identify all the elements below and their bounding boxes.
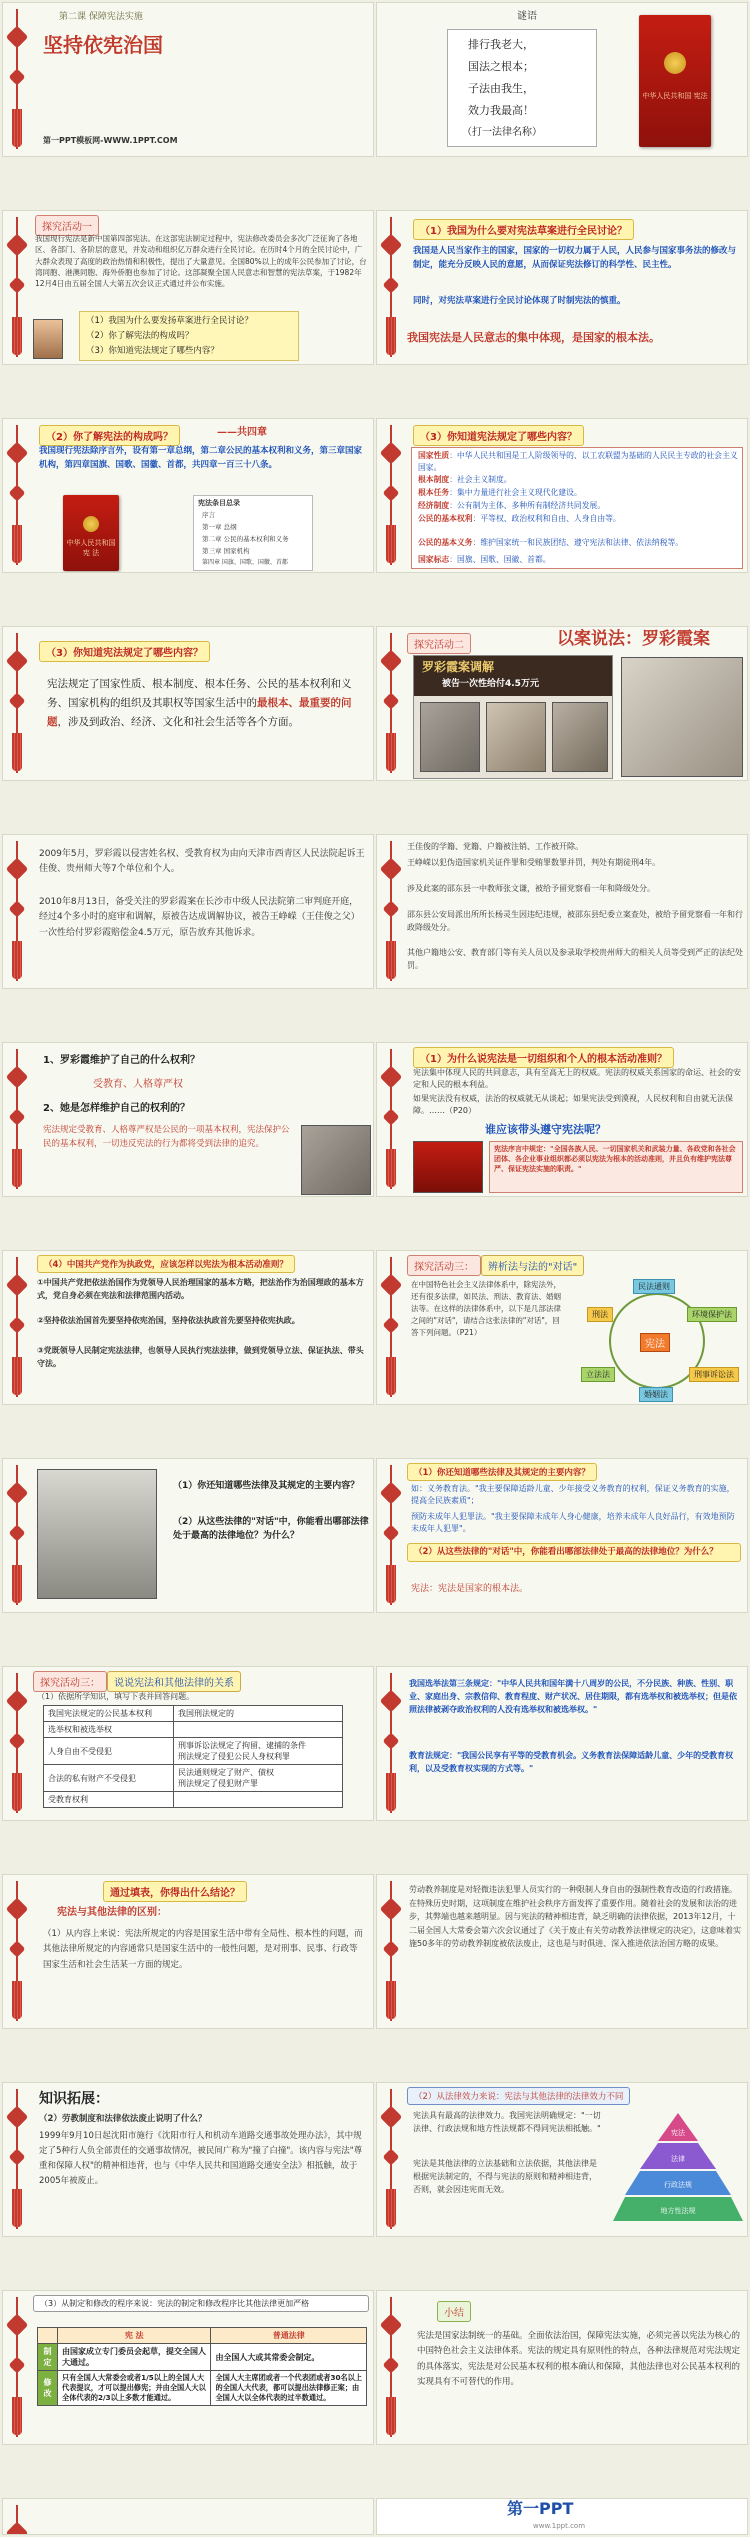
riddle-line: 国法之根本；	[468, 60, 534, 73]
content-item: 根本任务：集中力量进行社会主义现代化建设。	[418, 488, 582, 497]
pyramid-label: 宪法	[671, 2129, 685, 2137]
ornament	[381, 633, 401, 773]
slide-end-left	[2, 2498, 374, 2535]
constitution-book	[63, 495, 119, 571]
slide-content-difference	[2, 1874, 374, 2029]
slide-case-result	[376, 834, 748, 989]
case-question: 2、她是怎样维护自己的权利的？	[43, 1103, 190, 1114]
law-node: 婚姻法	[639, 1387, 673, 1402]
question-tag: （3）你知道宪法规定了哪些内容？	[39, 641, 210, 662]
question-tag: （4）中国共产党作为执政党，应该怎样以宪法为根本活动准则？	[37, 1255, 295, 1273]
ornament	[381, 1049, 401, 1189]
slide-content-list	[376, 418, 748, 573]
law-node: 环境保护法	[687, 1307, 737, 1322]
content-item: 根本制度：社会主义制度。	[418, 475, 512, 484]
news-photo	[552, 702, 608, 772]
ornament	[7, 1049, 27, 1189]
law-node: 刑事诉讼法	[689, 1367, 739, 1382]
meeting-photo	[413, 1141, 483, 1193]
question-tag: （3）从制定和修改的程序来说：宪法的制定和修改程序比其他法律更加严格	[33, 2295, 369, 2312]
slide-activity-1	[2, 210, 374, 365]
news-photo	[621, 657, 743, 777]
question-2: （2）你了解宪法的构成吗？	[86, 331, 194, 341]
question-tag: （1）为什么说宪法是一切组织和个人的根本活动准则？	[413, 1047, 674, 1068]
student-figure	[33, 319, 63, 359]
table-cell: 由国家成立专门委员会起草，提交全国人大通过。	[58, 2344, 211, 2371]
slide-riddle	[376, 2, 748, 157]
content-summary: 宪法规定了国家性质、根本制度、根本任务、公民的基本权利和义务、国家机构的组织及其职权等国家生活中的最根本、最重要的问题，涉及到政治、经济、文化和社会生活等各个方面。	[47, 678, 352, 728]
ornament	[7, 1673, 27, 1813]
riddle-line: 效力我最高！	[468, 104, 534, 117]
table-cell	[174, 1722, 343, 1738]
law-pyramid	[613, 2113, 743, 2223]
activity-body: 我国现行宪法是新中国第四部宪法。在这部宪法制定过程中，宪法修改委员会多次广泛征询了各地区、各部门、各阶层的意见，并发动和组织亿万群众进行全民讨论。在历时4个月的全民讨论中，广大群众表现了高度的政治热情和积极性，提出了大量意见。全国80%以上的成年公民参加了讨论，台湾同胞、港澳同胞、海外侨胞也参加了讨论。这部凝聚全国人民意志和智慧的宪法草案，于1982年12月4日由五届全国人大第五次会议正式通过并公布实施。	[35, 234, 367, 288]
site-label: 第一PPT模板网-WWW.1PPT.COM	[43, 136, 178, 145]
ornament	[381, 2297, 401, 2437]
conclusion: 我国宪法是人民意志的集中体现，是国家的根本法。	[407, 331, 660, 344]
knowledge-title: 知识拓展：	[39, 2091, 109, 2107]
activity-tag: 探究活动二	[407, 633, 471, 654]
answer-paragraph: 我国是人民当家作主的国家，国家的一切权力属于人民，人民参与国家事务法的修改与制定，能充分反映人民的意愿，从而保证宪法修订的科学性、民主性。	[413, 246, 737, 270]
case-answer: 宪法规定受教育、人格尊严权是公民的一项基本权利，宪法保护公民的基本权利，一切违反宪法的行为都将受到法律的追究。	[43, 1125, 290, 1150]
question-tag: （2）从这些法律的"对话"中，你能看出哪部法律处于最高的法律地位？为什么？	[407, 1543, 741, 1562]
education-law-quote: 教育法规定："我国公民享有平等的受教育机会。义务教育法保障适龄儿童、少年的受教育权利，以及受教育权实现的方式等。"	[409, 1751, 734, 1774]
table-cell: 只有全国人大常委会或者1/5以上的全国人大代表提议，才可以提出修宪；并由全国人大以全体代表的2/3以上多数才能通过。	[58, 2371, 211, 2406]
summary-tag: 小结	[437, 2301, 471, 2322]
table-cell: 全国人大主席团或者一个代表团或者30名以上的全国人大代表，都可以提出法律修正案；由全国人大以全体代表的过半数通过。	[211, 2371, 367, 2406]
authority-paragraph: 宪法集中体现人民的共同意志，具有至高无上的权威。宪法的权威关系国家的命运、社会的安定和人民的根本利益。	[413, 1068, 741, 1090]
result-item: 其他户籍地公安、教育部门等有关人员以及参录取学校贵州师大的相关人员等受到严正的法纪处罚。	[407, 948, 743, 970]
news-clipping	[413, 655, 613, 779]
case-paragraph: 2010年8月13日，备受关注的罗彩霞案在长沙市中级人民法院第二审判庭开庭，经过4个多小时的庭审和调解，原被告达成调解协议，被告王峥嵘（王佳俊之父）一次性给付罗彩霞赔偿金4.5万元，原告放弃其他诉求。	[39, 897, 360, 938]
content-item: 国家性质：中华人民共和国是工人阶级领导的、以工农联盟为基础的人民民主专政的社会主义国家。	[418, 451, 738, 472]
law-example: 如：义务教育法。"我主要保障适龄儿童、少年接受义务教育的权利，保证义务教育的实施，提高全民族素质"；	[411, 1484, 735, 1506]
question-1: （1）我国为什么要发扬草案进行全民讨论？	[86, 316, 253, 326]
ornament	[7, 425, 27, 565]
slide-party-rule	[2, 1250, 374, 1405]
book-title: 中华人民共和国 宪法	[642, 91, 708, 100]
law-node: 民法通则	[633, 1279, 675, 1294]
page-title: 坚持依宪治国	[43, 33, 163, 57]
slide-credit	[376, 2498, 748, 2535]
ornament	[381, 1257, 401, 1397]
activity-tag: 探究活动三：	[33, 1671, 107, 1692]
question-tag: （3）你知道宪法规定了哪些内容？	[413, 425, 584, 446]
slide-legal-effect	[376, 2082, 748, 2237]
students-photo	[37, 1469, 157, 1599]
logo-url: www.1ppt.com	[533, 2522, 586, 2530]
question-3: （3）你知道宪法规定了哪些内容？	[86, 346, 219, 356]
table-cell: 民法通则规定了财产、债权 刑法规定了侵犯财产罪	[174, 1765, 343, 1792]
ornament	[381, 841, 401, 981]
content-list	[411, 447, 743, 569]
law-node: 立法法	[581, 1367, 615, 1382]
slide-summary	[376, 2290, 748, 2445]
ornament	[7, 1881, 27, 2021]
toc-item: 第三章 国家机构	[202, 547, 250, 555]
ornament	[381, 2089, 401, 2229]
toc-title: 宪法条目总录	[198, 499, 240, 507]
result-item: 王佳俊的学籍、党籍、户籍被注销、工作被开除。	[407, 842, 583, 851]
table-cell: 我国宪法规定的公民基本权利	[44, 1706, 174, 1722]
table-cell: 合法的私有财产不受侵犯	[44, 1765, 174, 1792]
ornament	[7, 633, 27, 773]
ornament	[381, 217, 401, 357]
table-cell: 人身自由不受侵犯	[44, 1738, 174, 1765]
dialogue-intro: 在中国特色社会主义法律体系中，除宪法外，还有很多法律，如民法、刑法、教育法、婚姻法等。在这样的法律体系中，以下是几部法律之间的"对话"，请结合这张法律的"对话"，回答下列问题。（P21）	[411, 1280, 561, 1337]
table-header: 宪 法	[58, 2328, 211, 2344]
ornament	[381, 425, 401, 565]
case-title: 以案说法：罗彩霞案	[557, 629, 710, 649]
ornament	[7, 2297, 27, 2437]
toc-panel	[193, 495, 313, 571]
table-cell: 刑事诉讼法规定了拘留、逮捕的条件 刑法规定了侵犯公民人身权利罪	[174, 1738, 343, 1765]
party-point: ①中国共产党把依法治国作为党领导人民治理国家的基本方略，把法治作为治国理政的基本方式，党自身必须在宪法和法律范围内活动。	[37, 1278, 364, 1300]
effect-paragraph: 宪法具有最高的法律效力。我国宪法明确规定："一切法律、行政法规和地方性法规都不得同宪法相抵触。"	[413, 2111, 601, 2134]
slide-procedure	[2, 2290, 374, 2445]
pyramid-label: 行政法规	[664, 2181, 692, 2189]
table-instruction: （1）依据所学知识，填写下表并回答问题。	[37, 1692, 195, 1701]
question-box	[79, 311, 299, 361]
slide-case-questions	[2, 1042, 374, 1197]
slide-election-law	[376, 1666, 748, 1821]
content-item: 公民的基本义务：维护国家统一和民族团结、遵守宪法和法律、依法纳税等。	[418, 538, 684, 547]
toc-item: 序言	[202, 511, 215, 519]
ornament	[381, 1673, 401, 1813]
ornament	[7, 2505, 27, 2535]
table-cell: 由全国人大或其常委会制定。	[211, 2344, 367, 2371]
election-law-quote: 我国选举法第三条规定："中华人民共和国年满十八周岁的公民，不分民族、种族、性别、职业、家庭出身、宗教信仰、教育程度、财产状况、居住期限，都有选举权和被选举权；但是依照法律被剥夺政治权利的人没有选举权和被选举权。"	[409, 1679, 737, 1715]
student-photo	[301, 1125, 371, 1195]
result-item: 邵东县公安局派出所所长杨灵生因违纪违规，被邵东县纪委立案查处，被给予留党察看一年和行政降级处分。	[407, 910, 743, 932]
question-tag: （1）你还知道哪些法律及其规定的主要内容？	[407, 1463, 597, 1481]
table-cell: 我国刑法规定的	[174, 1706, 343, 1722]
toc-item: 第二章 公民的基本权利和义务	[202, 535, 289, 543]
toc-item: 第一章 总纲	[202, 523, 237, 531]
row-label: 制定	[38, 2344, 58, 2371]
slide-law-questions	[2, 1458, 374, 1613]
slide-case-detail	[2, 834, 374, 989]
chapter-note: ——共四章	[217, 427, 267, 438]
table-cell: 受教育权利	[44, 1792, 174, 1808]
slide-knowledge-ext	[2, 2082, 374, 2237]
slide-title	[2, 2, 374, 157]
summary-body: 宪法是国家法制统一的基础。全面依法治国，保障宪法实施，必须完善以宪法为核心的中国特色社会主义法律体系。宪法的规定具有原则性的特点，各种法律规范对宪法规定的具体落实，宪法是对公民基本权利的根本确认和保障，其他法律也对公民基本权利的实现具有不可替代的作用。	[417, 2331, 741, 2387]
content-item: 经济制度：公有制为主体、多种所有制经济共同发展。	[418, 501, 606, 510]
activity-tag: 探究活动三：	[407, 1255, 481, 1276]
case-paragraph: 2009年5月，罗彩霞以侵害姓名权、受教育权为由向天津市西青区人民法院起诉王佳俊、贵州师大等7个单位和个人。	[39, 849, 365, 875]
law-answer: 宪法：宪法是国家的根本法。	[411, 1584, 529, 1594]
ornament	[7, 1257, 27, 1397]
ornament	[381, 1881, 401, 2021]
riddle-line: 子法由我生，	[468, 82, 534, 95]
content-item: 公民的基本权利：平等权、政治权利和自由、人身自由等。	[418, 514, 621, 523]
activity-subtag: 说说宪法和其他法律的关系	[107, 1671, 241, 1692]
difference-content: （1）从内容上来说：宪法所规定的内容是国家生活中带有全局性、根本性的问题，而其他法律所规定的内容通常只是国家生活中的一般性问题，是对刑事、民事、行政等国家生活和社会生活某一方面的规定。	[43, 1929, 363, 1970]
slide-law-answers	[376, 1458, 748, 1613]
toc-item: 第四章 国旗、国歌、国徽、首都	[202, 559, 288, 566]
result-item: 涉及此案的邵东县一中教师张文谦，被给予留党察看一年和降级处分。	[407, 884, 655, 893]
case-answer: 受教育、人格尊严权	[93, 1079, 183, 1090]
row-label: 修改	[38, 2371, 58, 2406]
slide-answer-1	[376, 210, 748, 365]
news-photo	[486, 702, 546, 772]
news-photo	[420, 702, 480, 772]
who-question: 谁应该带头遵守宪法呢？	[485, 1123, 606, 1136]
rights-table	[43, 1705, 343, 1808]
question-tag: 通过填表，你得出什么结论？	[103, 1881, 247, 1902]
authority-paragraph: 如果宪法没有权威，法治的权威就无从谈起；如果宪法受到漠视，人民权利和自由就无法保障。……（P20）	[413, 1094, 733, 1116]
slide-law-dialogue	[376, 1250, 748, 1405]
structure-body: 我国现行宪法除序言外，设有第一章总纲，第二章公民的基本权利和义务，第三章国家机构，第四章国旗、国歌、国徽、首都，共四章一百三十八条。	[39, 446, 363, 470]
pyramid-label: 法律	[671, 2155, 685, 2163]
slide-rights-table	[2, 1666, 374, 1821]
ornament	[7, 841, 27, 981]
result-item: 王峥嵘以犯伪造国家机关证件罪和受贿罪数罪并罚，判处有期徒刑4年。	[407, 858, 661, 867]
lesson-label: 第二课 保障宪法实施	[59, 12, 143, 22]
law-question: （1）你还知道哪些法律及其规定的主要内容？	[173, 1481, 360, 1491]
ornament	[7, 2089, 27, 2229]
party-point: ③党既领导人民制定宪法法律，也领导人民执行宪法法律，做到党领导立法、保证执法、带头守法。	[37, 1346, 364, 1368]
book-title: 中华人民共和国 宪 法	[66, 539, 116, 557]
law-node: 刑法	[587, 1307, 613, 1322]
table-cell	[174, 1792, 343, 1808]
preamble-quote: 宪法序言中规定："全国各族人民、一切国家机关和武装力量、各政党和各社会团体、各企业事业组织都必须以宪法为根本的活动准则，并且负有维护宪法尊严、保证宪法实施的职责。"	[489, 1141, 743, 1193]
news-subhead: 被告一次性给付4.5万元	[442, 679, 539, 689]
question-tag: （1）我国为什么要对宪法草案进行全民讨论？	[413, 219, 634, 240]
content-item: 国家标志：国旗、国歌、国徽、首都。	[418, 555, 551, 564]
answer-paragraph: 同时，对宪法草案进行全民讨论体现了时制宪法的慎重。	[413, 296, 626, 306]
slide-constitution-authority	[376, 1042, 748, 1197]
center-constitution: 宪法	[640, 1333, 670, 1352]
procedure-table	[37, 2327, 367, 2406]
difference-title: 宪法与其他法律的区别：	[57, 1907, 167, 1918]
slide-structure	[2, 418, 374, 573]
activity-tag: 探究活动一	[35, 215, 99, 236]
riddle-box	[447, 29, 597, 147]
riddle-label: 谜语	[517, 11, 537, 22]
activity-subtag: 辨析法与法的"对话"	[481, 1255, 584, 1276]
pyramid-label: 地方性法规	[660, 2207, 696, 2215]
slide-labor-reform	[376, 1874, 748, 2029]
case-question: 1、罗彩霞维护了自己的什么权利？	[43, 1055, 200, 1066]
knowledge-body: 1999年9月10日起沈阳市施行《沈阳市行人和机动车道路交通事故处理办法》，其中规定了5种行人负全部责任的交通事故情况，被民间广称为"撞了白撞"。该内容与宪法"尊重和保障人权"的精神相违背，也与《中华人民共和国道路交通安全法》相抵触，故于2005年被废止。	[39, 2131, 363, 2186]
ornament	[381, 1465, 401, 1605]
labor-reform-text: 劳动教养制度是对轻微违法犯罪人员实行的一种限制人身自由的强制性教育改造的行政措施。在特殊历史时期，这项制度在维护社会秩序方面发挥了重要作用。随着社会的发展和法治的进步，其弊端也越来越明显。因与宪法的精神相违背，缺乏明确的法律依据，2013年12月，十二届全国人大常委会第六次会议通过了《关于废止有关劳动教养法律规定的决定》，这意味着实施50多年的劳动教养制度被依法废止，这也是与时俱进、深入推进依法治国方略的成果。	[409, 1885, 741, 1949]
knowledge-question: （2）劳教制度和法律依法废止说明了什么？	[39, 2114, 207, 2124]
riddle-line: 排行我老大，	[468, 38, 534, 51]
table-header: 普通法律	[211, 2328, 367, 2344]
effect-paragraph: 宪法是其他法律的立法基础和立法依据，其他法律是根据宪法制定的，不得与宪法的原则和精神相违背，否则，就会因违宪而无效。	[413, 2159, 597, 2195]
law-example: 预防未成年人犯罪法。"我主要保障未成年人身心健康，培养未成年人良好品行，有效地预防未成年人犯罪"。	[411, 1512, 735, 1534]
law-question: （2）从这些法律的"对话"中，你能看出哪部法律处于最高的法律地位？为什么？	[173, 1517, 369, 1542]
slide-content-summary	[2, 626, 374, 781]
ornament	[7, 1465, 27, 1605]
ornament	[7, 9, 27, 149]
question-tag: （2）从法律效力来说：宪法与其他法律的法律效力不同	[407, 2087, 630, 2105]
riddle-line: （打一法律名称）	[462, 127, 542, 138]
table-cell: 选举权和被选举权	[44, 1722, 174, 1738]
logo-text: 第一PPT	[507, 2499, 574, 2518]
ornament	[7, 217, 27, 357]
slide-case	[376, 626, 748, 781]
party-point: ②坚持依法治国首先要坚持依宪治国，坚持依法执政首先要坚持依宪执政。	[37, 1316, 300, 1325]
constitution-book	[639, 15, 711, 147]
question-tag: （2）你了解宪法的构成吗？	[39, 425, 180, 446]
news-headline: 罗彩霞案调解	[422, 660, 495, 674]
